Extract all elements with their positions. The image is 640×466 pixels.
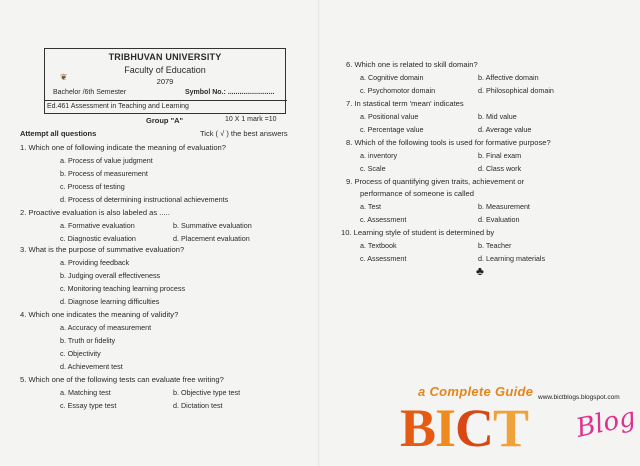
question-10: 10. Learning style of student is determined by (341, 228, 495, 237)
option-5a[interactable]: a. Matching test (60, 388, 111, 397)
question-3: 3. What is the purpose of summative evaluation? (20, 245, 185, 254)
marks-info: 10 X 1 mark =10 (225, 116, 277, 123)
option-1c[interactable]: c. Process of testing (60, 182, 125, 191)
option-5b[interactable]: b. Objective type test (173, 388, 241, 397)
option-10d[interactable]: d. Learning materials (478, 254, 546, 263)
question-9-cont: performance of someone is called (360, 189, 474, 198)
club-symbol-icon: ♣ (476, 264, 484, 278)
paper-header (44, 48, 286, 114)
option-7a[interactable]: a. Positional value (360, 112, 419, 121)
option-3d[interactable]: d. Diagnose learning difficulties (60, 297, 160, 306)
option-1d[interactable]: d. Process of determining instructional achievements (60, 195, 229, 204)
option-9a[interactable]: a. Test (360, 202, 382, 211)
faculty-name: Faculty of Education (124, 65, 206, 75)
option-2a[interactable]: a. Formative evaluation (60, 221, 135, 230)
option-3a[interactable]: a. Providing feedback (60, 258, 130, 267)
symbol-number: Symbol No.: ........................ (185, 89, 275, 96)
option-8b[interactable]: b. Final exam (478, 151, 522, 160)
page-fold (318, 0, 320, 466)
option-1b[interactable]: b. Process of measurement (60, 169, 148, 178)
option-5d[interactable]: d. Dictation test (173, 401, 223, 410)
option-3b[interactable]: b. Judging overall effectiveness (60, 271, 161, 280)
logo-tagline: a Complete Guide (418, 384, 534, 399)
question-9: 9. Process of quantifying given traits, achievement or (346, 177, 525, 186)
option-4b[interactable]: b. Truth or fidelity (60, 336, 116, 345)
group-title: Group "A" (146, 116, 184, 125)
option-6a[interactable]: a. Cognitive domain (360, 73, 424, 82)
option-8d[interactable]: d. Class work (478, 164, 522, 173)
logo-blog: Blog (573, 402, 639, 444)
question-2: 2. Proactive evaluation is also labeled as ..... (20, 208, 170, 217)
option-4d[interactable]: d. Achievement test (60, 362, 123, 371)
option-2c[interactable]: c. Diagnostic evaluation (60, 234, 136, 243)
option-5c[interactable]: c. Essay type test (60, 401, 117, 410)
instructions: Attempt all questions (20, 129, 97, 138)
university-name: TRIBHUVAN UNIVERSITY (108, 52, 222, 62)
exam-year: 2079 (156, 77, 174, 86)
question-6: 6. Which one is related to skill domain? (346, 60, 478, 69)
option-4c[interactable]: c. Objectivity (60, 349, 101, 358)
option-9b[interactable]: b. Measurement (478, 202, 530, 211)
option-6c[interactable]: c. Psychomotor domain (360, 86, 436, 95)
option-2d[interactable]: d. Placement evaluation (173, 234, 250, 243)
option-9c[interactable]: c. Assessment (360, 215, 407, 224)
option-4a[interactable]: a. Accuracy of measurement (60, 323, 152, 332)
semester-label: Bachelor /6th Semester (53, 89, 127, 96)
option-7b[interactable]: b. Mid value (478, 112, 517, 121)
option-3c[interactable]: c. Monitoring teaching learning process (60, 284, 186, 293)
option-6b[interactable]: b. Affective domain (478, 73, 539, 82)
question-5: 5. Which one of the following tests can evaluate free writing? (20, 375, 224, 384)
option-10b[interactable]: b. Teacher (478, 241, 512, 250)
question-1: 1. Which one of following indicate the meaning of evaluation? (20, 143, 227, 152)
option-10a[interactable]: a. Textbook (360, 241, 397, 250)
course-title: Ed.461 Assessment in Teaching and Learning (45, 100, 287, 113)
tick-instruction: Tick ( √ ) the best answers (200, 129, 288, 138)
question-7: 7. In stastical term 'mean' indicates (346, 99, 464, 108)
option-7d[interactable]: d. Average value (478, 125, 532, 134)
option-8c[interactable]: c. Scale (360, 164, 386, 173)
option-9d[interactable]: d. Evaluation (478, 215, 520, 224)
option-10c[interactable]: c. Assessment (360, 254, 407, 263)
stamp-mark-icon: ❦ (60, 72, 68, 82)
option-1a[interactable]: a. Process of value judgment (60, 156, 153, 165)
question-8: 8. Which of the following tools is used for formative purpose? (346, 138, 551, 147)
option-6d[interactable]: d. Philosophical domain (478, 86, 554, 95)
logo-url[interactable]: www.bictblogs.blogspot.com (538, 394, 620, 401)
bict-blog-logo[interactable] (398, 384, 640, 466)
option-8a[interactable]: a. inventory (360, 151, 398, 160)
option-7c[interactable]: c. Percentage value (360, 125, 424, 134)
question-4: 4. Which one indicates the meaning of validity? (20, 310, 179, 319)
logo-bict: BICT (400, 398, 529, 458)
option-2b[interactable]: b. Summative evaluation (173, 221, 252, 230)
